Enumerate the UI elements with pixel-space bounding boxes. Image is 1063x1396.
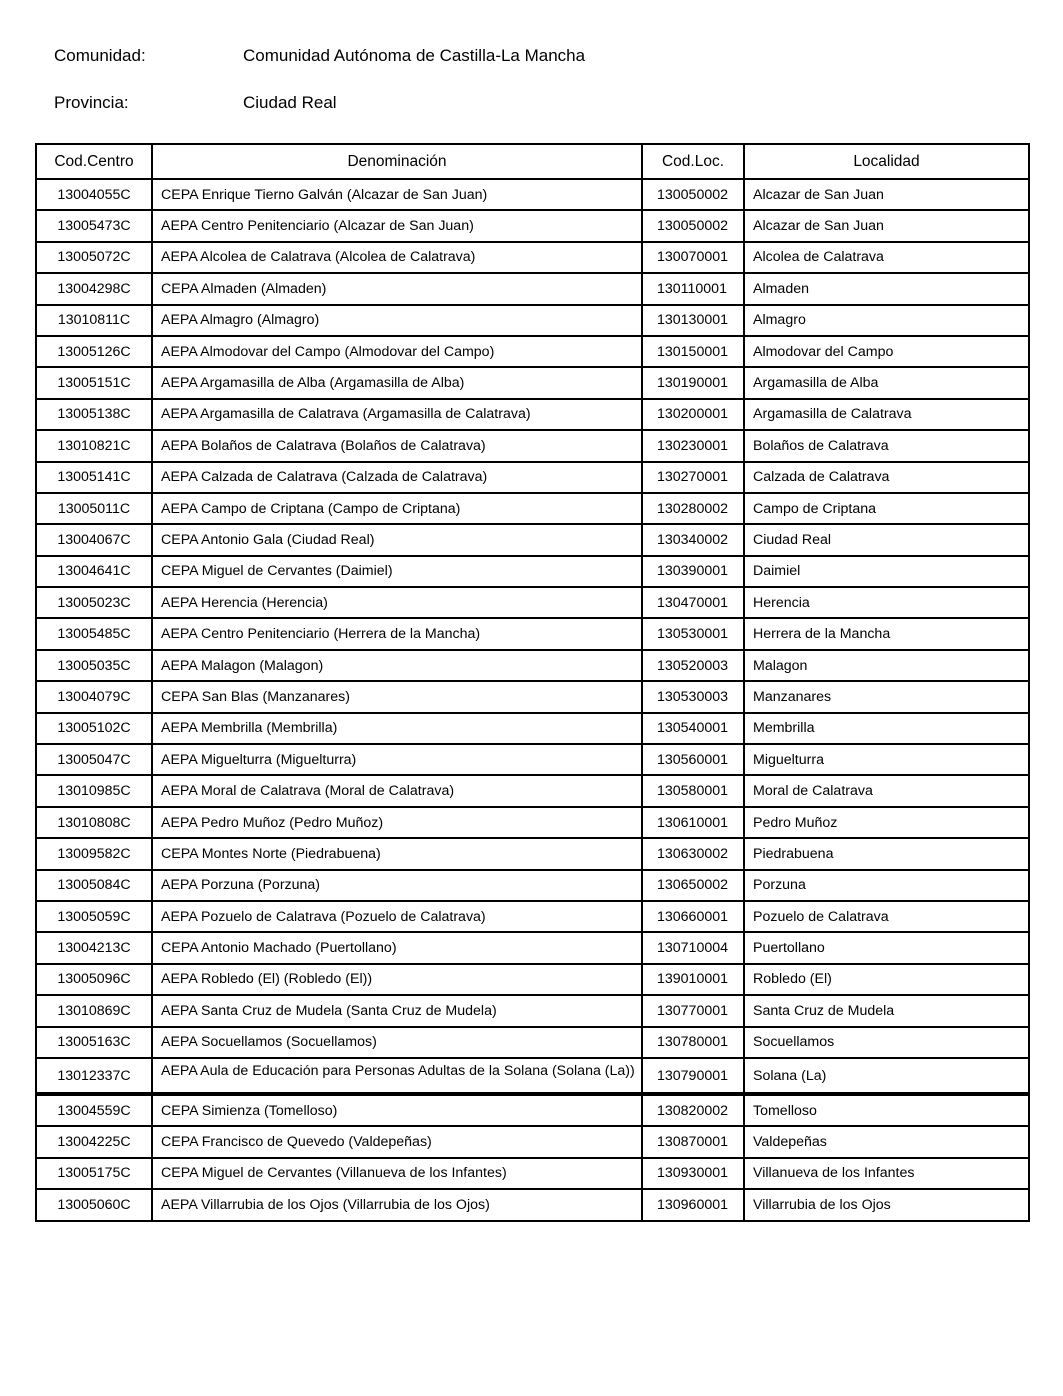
cell-cod-centro: 13005035C (36, 650, 152, 681)
cell-cod-centro: 13005102C (36, 713, 152, 744)
cell-cod-centro: 13005151C (36, 367, 152, 398)
cell-denominacion: CEPA Simienza (Tomelloso) (152, 1095, 642, 1126)
table-row (36, 870, 1029, 901)
provincia-value: Ciudad Real (243, 93, 337, 112)
table-row (36, 336, 1029, 367)
cell-denominacion: AEPA Santa Cruz de Mudela (Santa Cruz de Mudela) (152, 995, 642, 1026)
cell-localidad: Villanueva de los Infantes (744, 1158, 1029, 1189)
col-header-localidad: Localidad (744, 144, 1029, 179)
cell-denominacion: AEPA Almodovar del Campo (Almodovar del Campo) (152, 336, 642, 367)
table-row (36, 1095, 1029, 1126)
cell-cod-loc: 130660001 (642, 901, 744, 932)
cell-cod-loc: 130710004 (642, 932, 744, 963)
cell-localidad: Alcazar de San Juan (744, 210, 1029, 241)
cell-denominacion: AEPA Pedro Muñoz (Pedro Muñoz) (152, 807, 642, 838)
cell-localidad: Piedrabuena (744, 838, 1029, 869)
cell-cod-loc: 130930001 (642, 1158, 744, 1189)
table-row (36, 1027, 1029, 1058)
cell-denominacion: AEPA Aula de Educación para Personas Adultas de la Solana (Solana (La)) (152, 1058, 642, 1093)
table-row (36, 775, 1029, 806)
table-row (36, 650, 1029, 681)
table-row (36, 807, 1029, 838)
cell-cod-loc: 130150001 (642, 336, 744, 367)
cell-localidad: Miguelturra (744, 744, 1029, 775)
cell-localidad: Tomelloso (744, 1095, 1029, 1126)
cell-denominacion: AEPA Miguelturra (Miguelturra) (152, 744, 642, 775)
cell-cod-loc: 130200001 (642, 399, 744, 430)
cell-cod-centro: 13005096C (36, 964, 152, 995)
table-row (36, 1158, 1029, 1189)
col-header-cod-loc: Cod.Loc. (642, 144, 744, 179)
cell-denominacion: AEPA Argamasilla de Alba (Argamasilla de Alba) (152, 367, 642, 398)
cell-cod-loc: 130390001 (642, 556, 744, 587)
cell-localidad: Almodovar del Campo (744, 336, 1029, 367)
table-row (36, 399, 1029, 430)
table-row (36, 210, 1029, 241)
cell-denominacion: AEPA Calzada de Calatrava (Calzada de Calatrava) (152, 462, 642, 493)
cell-localidad: Argamasilla de Calatrava (744, 399, 1029, 430)
table-row (36, 462, 1029, 493)
cell-denominacion: AEPA Porzuna (Porzuna) (152, 870, 642, 901)
table-header-row (36, 144, 1029, 179)
table-body-continued (36, 1095, 1029, 1221)
cell-localidad: Villarrubia de los Ojos (744, 1189, 1029, 1220)
table-row (36, 1058, 1029, 1093)
table-row (36, 367, 1029, 398)
cell-cod-centro: 13010821C (36, 430, 152, 461)
col-header-denominacion: Denominación (152, 144, 642, 179)
cell-denominacion: CEPA Almaden (Almaden) (152, 273, 642, 304)
table-row (36, 242, 1029, 273)
cell-cod-loc: 130280002 (642, 493, 744, 524)
table-row (36, 964, 1029, 995)
cell-localidad: Herrera de la Mancha (744, 618, 1029, 649)
cell-denominacion: CEPA San Blas (Manzanares) (152, 681, 642, 712)
cell-denominacion: AEPA Villarrubia de los Ojos (Villarrubia de los Ojos) (152, 1189, 642, 1220)
cell-localidad: Bolaños de Calatrava (744, 430, 1029, 461)
cell-localidad: Moral de Calatrava (744, 775, 1029, 806)
table-row (36, 179, 1029, 210)
cell-denominacion: AEPA Argamasilla de Calatrava (Argamasilla de Calatrava) (152, 399, 642, 430)
table-row (36, 618, 1029, 649)
cell-cod-loc: 130110001 (642, 273, 744, 304)
cell-cod-centro: 13010985C (36, 775, 152, 806)
cell-cod-centro: 13004055C (36, 179, 152, 210)
cell-denominacion: AEPA Alcolea de Calatrava (Alcolea de Calatrava) (152, 242, 642, 273)
cell-cod-centro: 13005047C (36, 744, 152, 775)
cell-cod-loc: 130340002 (642, 524, 744, 555)
comunidad-value: Comunidad Autónoma de Castilla-La Mancha (243, 46, 586, 65)
cell-cod-centro: 13012337C (36, 1058, 152, 1093)
cell-cod-centro: 13004067C (36, 524, 152, 555)
cell-cod-centro: 13005072C (36, 242, 152, 273)
cell-cod-centro: 13005023C (36, 587, 152, 618)
table-row (36, 681, 1029, 712)
cell-cod-centro: 13010811C (36, 305, 152, 336)
cell-denominacion: AEPA Robledo (El) (Robledo (El)) (152, 964, 642, 995)
table-row (36, 305, 1029, 336)
table-row (36, 995, 1029, 1026)
cell-localidad: Alcazar de San Juan (744, 179, 1029, 210)
cell-cod-centro: 13009582C (36, 838, 152, 869)
comunidad-label: Comunidad: (54, 46, 146, 65)
cell-localidad: Puertollano (744, 932, 1029, 963)
cell-cod-loc: 130580001 (642, 775, 744, 806)
cell-localidad: Manzanares (744, 681, 1029, 712)
cell-localidad: Pozuelo de Calatrava (744, 901, 1029, 932)
cell-cod-loc: 130050002 (642, 179, 744, 210)
cell-cod-centro: 13005141C (36, 462, 152, 493)
cell-denominacion: AEPA Herencia (Herencia) (152, 587, 642, 618)
table-row (36, 713, 1029, 744)
cell-cod-centro: 13005084C (36, 870, 152, 901)
cell-denominacion: AEPA Almagro (Almagro) (152, 305, 642, 336)
cell-cod-loc: 130870001 (642, 1126, 744, 1157)
cell-cod-centro: 13005163C (36, 1027, 152, 1058)
table-row (36, 1189, 1029, 1220)
cell-localidad: Herencia (744, 587, 1029, 618)
cell-cod-centro: 13010869C (36, 995, 152, 1026)
cell-cod-centro: 13005485C (36, 618, 152, 649)
table-row (36, 1126, 1029, 1157)
cell-cod-loc: 130130001 (642, 305, 744, 336)
cell-cod-loc: 130070001 (642, 242, 744, 273)
cell-localidad: Socuellamos (744, 1027, 1029, 1058)
cell-cod-centro: 13004559C (36, 1095, 152, 1126)
cell-cod-loc: 130610001 (642, 807, 744, 838)
cell-cod-loc: 130540001 (642, 713, 744, 744)
cell-localidad: Malagon (744, 650, 1029, 681)
cell-localidad: Membrilla (744, 713, 1029, 744)
table-row (36, 273, 1029, 304)
cell-cod-loc: 130630002 (642, 838, 744, 869)
col-header-cod-centro: Cod.Centro (36, 144, 152, 179)
cell-cod-loc: 130470001 (642, 587, 744, 618)
cell-denominacion: AEPA Socuellamos (Socuellamos) (152, 1027, 642, 1058)
cell-cod-centro: 13005060C (36, 1189, 152, 1220)
cell-cod-centro: 13005126C (36, 336, 152, 367)
table-row (36, 744, 1029, 775)
cell-cod-loc: 130960001 (642, 1189, 744, 1220)
table-row (36, 587, 1029, 618)
cell-denominacion: CEPA Antonio Gala (Ciudad Real) (152, 524, 642, 555)
cell-cod-centro: 13004641C (36, 556, 152, 587)
cell-localidad: Alcolea de Calatrava (744, 242, 1029, 273)
cell-cod-centro: 13005175C (36, 1158, 152, 1189)
cell-localidad: Valdepeñas (744, 1126, 1029, 1157)
cell-localidad: Almaden (744, 273, 1029, 304)
cell-denominacion: CEPA Enrique Tierno Galván (Alcazar de San Juan) (152, 179, 642, 210)
cell-cod-centro: 13005059C (36, 901, 152, 932)
cell-cod-centro: 13010808C (36, 807, 152, 838)
cell-denominacion: CEPA Miguel de Cervantes (Villanueva de los Infantes) (152, 1158, 642, 1189)
cell-cod-loc: 130790001 (642, 1058, 744, 1093)
table-body (36, 179, 1029, 1093)
cell-cod-centro: 13004298C (36, 273, 152, 304)
cell-denominacion: AEPA Moral de Calatrava (Moral de Calatrava) (152, 775, 642, 806)
cell-localidad: Robledo (El) (744, 964, 1029, 995)
cell-cod-loc: 130530001 (642, 618, 744, 649)
cell-localidad: Calzada de Calatrava (744, 462, 1029, 493)
cell-cod-loc: 130530003 (642, 681, 744, 712)
cell-denominacion: CEPA Miguel de Cervantes (Daimiel) (152, 556, 642, 587)
cell-localidad: Santa Cruz de Mudela (744, 995, 1029, 1026)
cell-cod-centro: 13005011C (36, 493, 152, 524)
cell-cod-loc: 139010001 (642, 964, 744, 995)
cell-denominacion: AEPA Bolaños de Calatrava (Bolaños de Calatrava) (152, 430, 642, 461)
cell-cod-loc: 130050002 (642, 210, 744, 241)
cell-cod-loc: 130650002 (642, 870, 744, 901)
cell-cod-loc: 130270001 (642, 462, 744, 493)
cell-localidad: Solana (La) (744, 1058, 1029, 1093)
cell-cod-centro: 13004079C (36, 681, 152, 712)
table-row (36, 556, 1029, 587)
table-row (36, 838, 1029, 869)
cell-cod-loc: 130230001 (642, 430, 744, 461)
cell-cod-loc: 130190001 (642, 367, 744, 398)
table-row (36, 493, 1029, 524)
cell-denominacion: AEPA Campo de Criptana (Campo de Criptana) (152, 493, 642, 524)
table-row (36, 932, 1029, 963)
cell-cod-centro: 13005473C (36, 210, 152, 241)
cell-denominacion: CEPA Francisco de Quevedo (Valdepeñas) (152, 1126, 642, 1157)
cell-localidad: Campo de Criptana (744, 493, 1029, 524)
cell-denominacion: AEPA Pozuelo de Calatrava (Pozuelo de Calatrava) (152, 901, 642, 932)
cell-denominacion: CEPA Montes Norte (Piedrabuena) (152, 838, 642, 869)
cell-cod-loc: 130770001 (642, 995, 744, 1026)
cell-localidad: Daimiel (744, 556, 1029, 587)
cell-localidad: Argamasilla de Alba (744, 367, 1029, 398)
table-row (36, 524, 1029, 555)
cell-cod-loc: 130820002 (642, 1095, 744, 1126)
cell-localidad: Porzuna (744, 870, 1029, 901)
cell-denominacion: AEPA Malagon (Malagon) (152, 650, 642, 681)
cell-denominacion: CEPA Antonio Machado (Puertollano) (152, 932, 642, 963)
centros-table-continued (35, 1094, 1030, 1222)
centros-table (35, 143, 1030, 1094)
cell-cod-centro: 13004225C (36, 1126, 152, 1157)
cell-localidad: Ciudad Real (744, 524, 1029, 555)
table-row (36, 901, 1029, 932)
cell-cod-centro: 13005138C (36, 399, 152, 430)
cell-localidad: Pedro Muñoz (744, 807, 1029, 838)
cell-localidad: Almagro (744, 305, 1029, 336)
cell-denominacion: AEPA Centro Penitenciario (Herrera de la Mancha) (152, 618, 642, 649)
cell-denominacion: AEPA Centro Penitenciario (Alcazar de San Juan) (152, 210, 642, 241)
cell-cod-loc: 130520003 (642, 650, 744, 681)
cell-cod-loc: 130560001 (642, 744, 744, 775)
cell-denominacion: AEPA Membrilla (Membrilla) (152, 713, 642, 744)
provincia-label: Provincia: (54, 93, 129, 112)
cell-cod-centro: 13004213C (36, 932, 152, 963)
cell-cod-loc: 130780001 (642, 1027, 744, 1058)
table-row (36, 430, 1029, 461)
